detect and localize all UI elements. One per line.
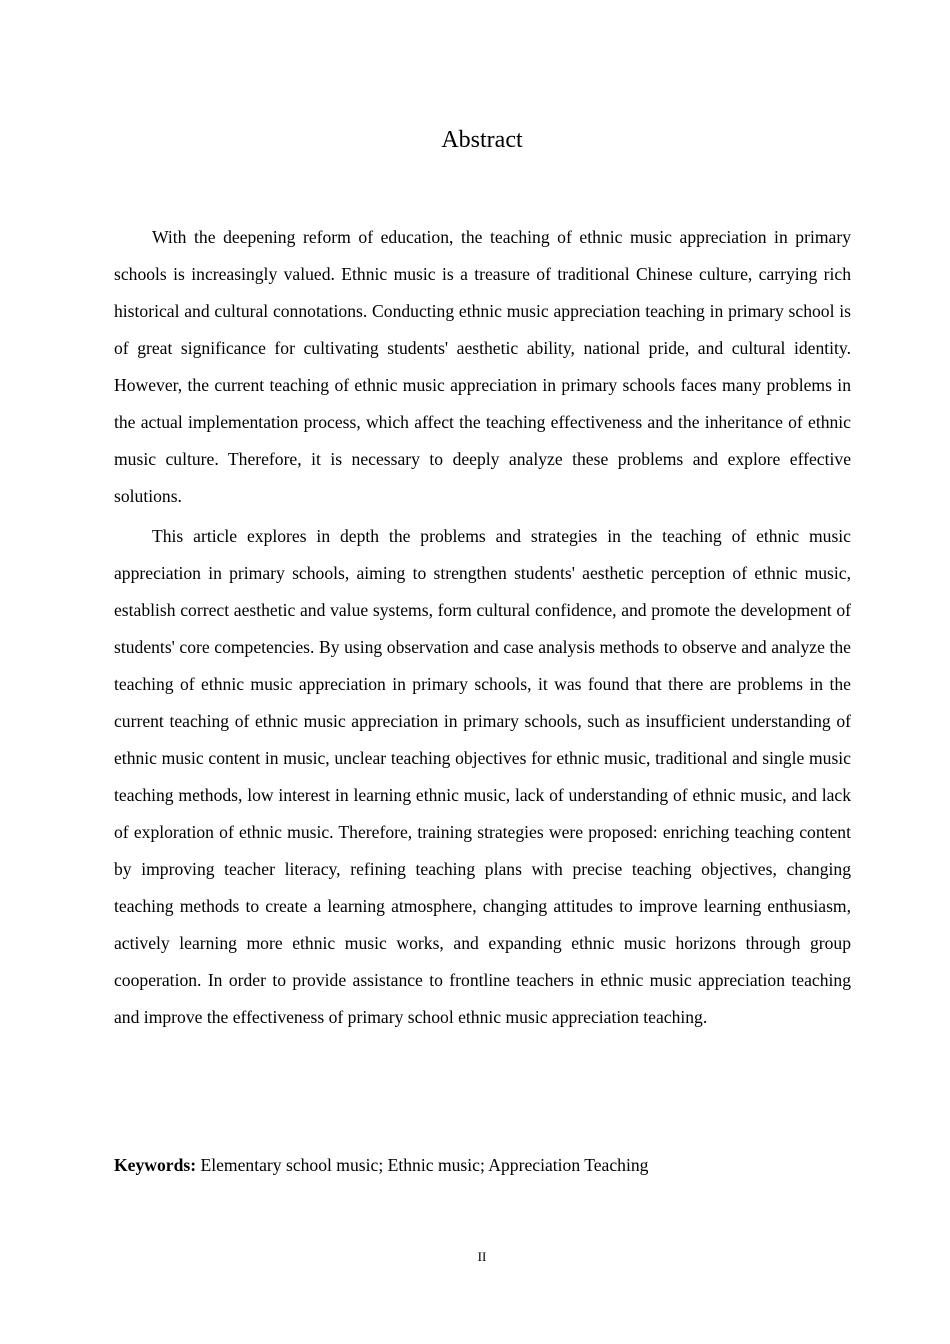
keywords-line (114, 1149, 851, 1181)
abstract-paragraph-2: This article explores in depth the problems and strategies in the teaching of ethnic music appreciation in primary schools, aiming to strengthen students' aesthetic perception of ethnic music, establish correct aesthetic and value systems, form cultural confidence, and promote the development of students' core competencies. By using observation and case analysis methods to observe and analyze the teaching of ethnic music appreciation in primary schools, it was found that there are problems in the current teaching of ethnic music appreciation in primary schools, such as insufficient understanding of ethnic music content in music, unclear teaching objectives for ethnic music, traditional and single music teaching methods, low interest in learning ethnic music, lack of understanding of ethnic music, and lack of exploration of ethnic music. Therefore, training strategies were proposed: enriching teaching content by improving teacher literacy, refining teaching plans with precise teaching objectives, changing teaching methods to create a learning atmosphere, changing attitudes to improve learning enthusiasm, actively learning more ethnic music works, and expanding ethnic music horizons through group cooperation. In order to provide assistance to frontline teachers in ethnic music appreciation teaching and improve the effectiveness of primary school ethnic music appreciation teaching. (114, 526, 851, 1027)
page-title: Abstract (441, 127, 523, 153)
keywords-label: Keywords: (114, 1155, 197, 1175)
keywords-text: Elementary school music; Ethnic music; Appreciation Teaching (196, 1155, 649, 1175)
abstract-paragraph-1: With the deepening reform of education, the teaching of ethnic music appreciation in primary schools is increasingly valued. Ethnic music is a treasure of traditional Chinese culture, carrying rich historical and cultural connotations. Conducting ethnic music appreciation teaching in primary school is of great significance for cultivating students' aesthetic ability, national pride, and cultural identity. However, the current teaching of ethnic music appreciation in primary schools faces many problems in the actual implementation process, which affect the teaching effectiveness and the inheritance of ethnic music culture. Therefore, it is necessary to deeply analyze these problems and explore effective solutions. (114, 227, 851, 506)
page-number: II (477, 1249, 487, 1264)
abstract-body (114, 219, 851, 1036)
